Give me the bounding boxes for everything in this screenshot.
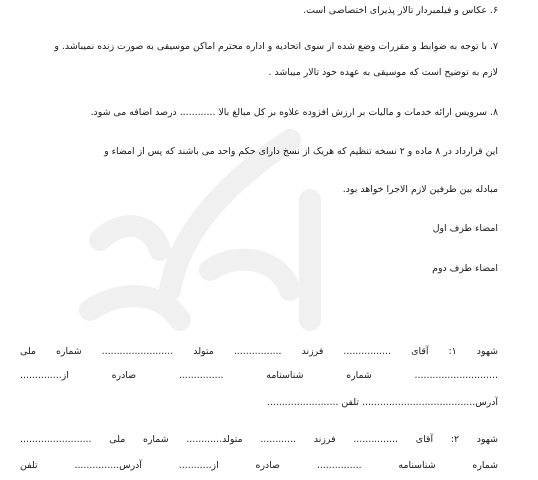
signature-party-2: امضاء طرف دوم — [432, 263, 498, 274]
clause-7-line-2: لازم به توضیح است که موسیقی به عهده خود تالار میباشد . — [268, 67, 498, 78]
signature-party-1: امضاء طرف اول — [432, 223, 498, 234]
witness-1-line-3: آدرس...................................... تلفن ........................ — [266, 397, 498, 408]
clause-6: ۶. عکاس و فیلمبردار تالار پذیرای اختصاصی است. — [303, 5, 498, 16]
closing-line-2: مبادله بین طرفین لازم الاجرا خواهد بود. — [342, 184, 498, 195]
witness-2-line-2: شماره شناسنامه ............... صادره از........... آدرس............... تلفن — [20, 460, 498, 471]
witness-1-line-2: ............................ شماره شناسنامه ............... صادره از.............. — [20, 370, 498, 381]
witness-1-line-1: شهود ۱: آقای ................ فرزند ................ متولد ........................ شماره ملی — [20, 346, 498, 357]
clause-7-line-1: ۷. با توجه به ضوابط و مقررات وضع شده از سوی اتحادیه و اداره محترم اماکن موسیقی به صورت زنده نمیباشد. و — [54, 41, 498, 52]
witness-2-line-1: شهود ۲: آقای ............... فرزند ............ متولد............ شماره ملی ........................ — [20, 434, 498, 445]
closing-line-1: این قرارداد در ۸ ماده و ۲ نسخه تنظیم که هریک از نسخ دارای حکم واحد می باشند که پس از امضاء و — [104, 146, 498, 157]
clause-8: ۸. سرویس ارائه خدمات و مالیات بر ارزش افزوده علاوه بر کل مبالغ بالا ............ درصد اضافه می شود. — [90, 107, 498, 118]
